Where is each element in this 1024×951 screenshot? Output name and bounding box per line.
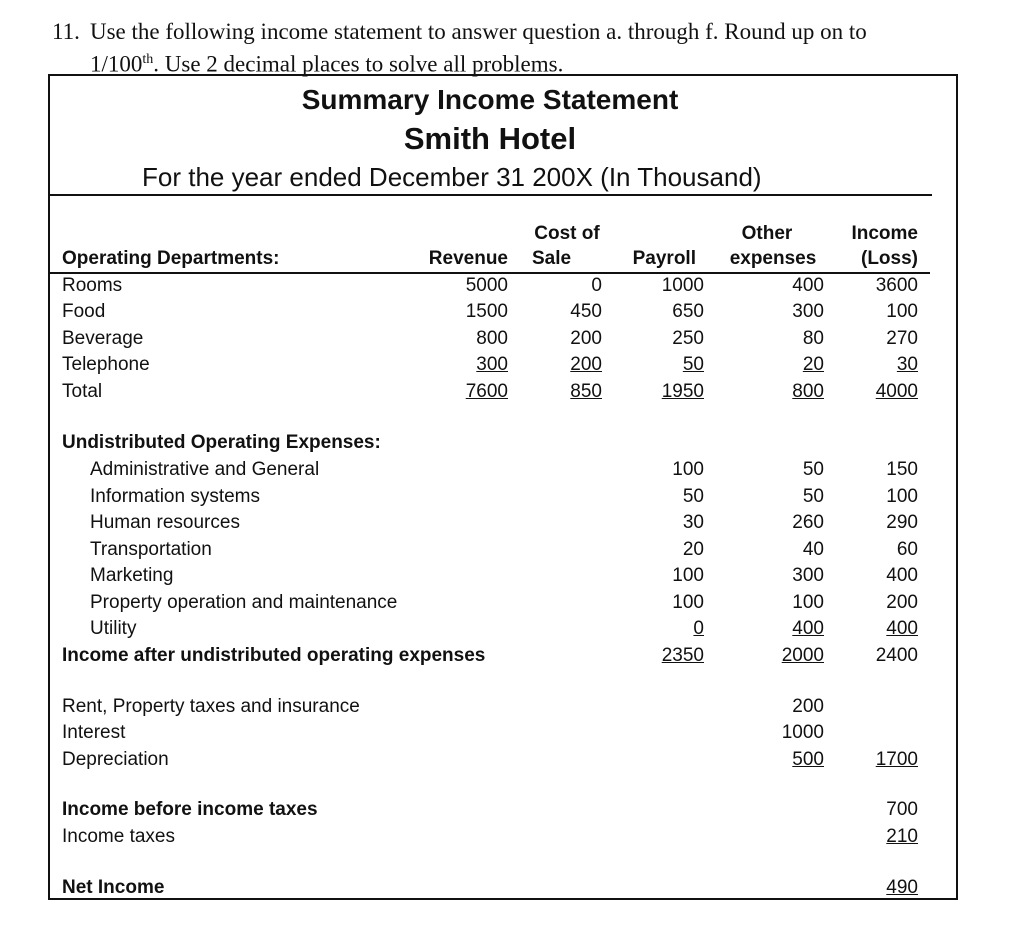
dept-revenue: 300 [476, 354, 508, 375]
undistributed-name: Human resources [90, 512, 240, 533]
header-departments: Operating Departments: [62, 248, 280, 269]
dept-other: 800 [792, 381, 824, 402]
dept-payroll: 1950 [661, 381, 704, 402]
dept-other: 20 [802, 354, 824, 375]
fixed-name: Rent, Property taxes and insurance [62, 696, 360, 717]
line2-suffix: . Use 2 decimal places to solve all problems. [153, 51, 564, 77]
statement-title: Summary Income Statement [301, 84, 679, 115]
line2-sup: th [142, 52, 154, 67]
taxes-label: Income taxes [62, 826, 175, 847]
dept-name: Telephone [62, 354, 150, 375]
undistributed-income: 150 [886, 459, 918, 480]
fixed-name: Depreciation [62, 749, 169, 770]
question-number: 11. [52, 19, 80, 44]
fixed-other: 200 [792, 696, 824, 717]
header-cost-line1: Cost of [534, 223, 600, 244]
before-taxes-label: Income before income taxes [62, 799, 318, 820]
undistributed-other: 260 [792, 512, 824, 533]
question-line-2 [90, 46, 990, 78]
dept-cost: 850 [570, 381, 602, 402]
undistributed-name: Administrative and General [90, 459, 320, 480]
dept-name: Total [62, 381, 103, 402]
undistributed-other: 400 [792, 618, 824, 639]
dept-cost: 450 [570, 301, 602, 322]
dept-income: 30 [896, 354, 918, 375]
after-undistributed-payroll: 2350 [661, 645, 704, 666]
net-income-value: 490 [886, 877, 918, 898]
dept-income: 4000 [875, 381, 918, 402]
undistributed-other: 50 [802, 486, 824, 507]
dept-revenue: 1500 [465, 301, 508, 322]
undistributed-payroll: 20 [682, 539, 704, 560]
taxes-income: 210 [886, 826, 918, 847]
line2-prefix: 1/100 [90, 51, 143, 77]
undistributed-income: 100 [886, 486, 918, 507]
net-income-label: Net Income [62, 877, 165, 898]
undistributed-payroll: 30 [682, 512, 704, 533]
undistributed-other: 50 [802, 459, 824, 480]
question-line-1: Use the following income statement to answer question a. through f. Round up on to [90, 19, 867, 44]
dept-cost: 200 [570, 354, 602, 375]
dept-revenue: 5000 [465, 275, 508, 296]
fixed-other: 1000 [781, 722, 824, 743]
dept-revenue: 800 [476, 328, 508, 349]
dept-payroll: 50 [682, 354, 704, 375]
dept-income: 100 [886, 301, 918, 322]
dept-cost: 200 [570, 328, 602, 349]
dept-name: Rooms [62, 275, 123, 296]
header-other-line2: expenses [729, 248, 817, 269]
undistributed-heading: Undistributed Operating Expenses: [62, 432, 381, 453]
fixed-name: Interest [62, 722, 126, 743]
undistributed-payroll: 50 [682, 486, 704, 507]
undistributed-other: 300 [792, 565, 824, 586]
undistributed-name: Utility [90, 618, 137, 639]
dept-payroll: 1000 [661, 275, 704, 296]
after-undistributed-income: 2400 [875, 645, 918, 666]
dept-payroll: 650 [672, 301, 704, 322]
dept-other: 400 [792, 275, 824, 296]
dept-name: Beverage [62, 328, 144, 349]
header-rule [50, 272, 930, 274]
header-income-line1: Income [851, 223, 918, 244]
before-taxes-income: 700 [886, 799, 918, 820]
undistributed-name: Property operation and maintenance [90, 592, 398, 613]
undistributed-name: Transportation [90, 539, 212, 560]
header-revenue: Revenue [428, 248, 508, 269]
undistributed-income: 200 [886, 592, 918, 613]
statement-period: For the year ended December 31 200X (In Thousand) [142, 162, 762, 192]
dept-payroll: 250 [672, 328, 704, 349]
dept-other: 300 [792, 301, 824, 322]
income-statement [48, 74, 958, 900]
undistributed-payroll: 100 [672, 565, 704, 586]
dept-income: 3600 [875, 275, 918, 296]
fixed-total: 1700 [875, 749, 918, 770]
dept-income: 270 [886, 328, 918, 349]
undistributed-payroll: 0 [693, 618, 704, 639]
header-other-line1: Other [741, 223, 793, 244]
dept-name: Food [62, 301, 106, 322]
undistributed-income: 400 [886, 565, 918, 586]
title-rule [50, 194, 932, 196]
undistributed-income: 60 [896, 539, 918, 560]
dept-cost: 0 [591, 275, 602, 296]
dept-revenue: 7600 [465, 381, 508, 402]
dept-other: 80 [802, 328, 824, 349]
undistributed-income: 400 [886, 618, 918, 639]
fixed-other: 500 [792, 749, 824, 770]
undistributed-income: 290 [886, 512, 918, 533]
hotel-name: Smith Hotel [403, 121, 577, 156]
header-cost-line2: Sale [532, 248, 572, 269]
after-undistributed-other: 2000 [781, 645, 824, 666]
undistributed-name: Marketing [90, 565, 174, 586]
undistributed-other: 40 [802, 539, 824, 560]
header-income-line2: (Loss) [861, 248, 918, 269]
undistributed-payroll: 100 [672, 459, 704, 480]
undistributed-payroll: 100 [672, 592, 704, 613]
undistributed-other: 100 [792, 592, 824, 613]
header-payroll: Payroll [632, 248, 696, 269]
after-undistributed-label: Income after undistributed operating expenses [62, 645, 486, 666]
undistributed-name: Information systems [90, 486, 260, 507]
